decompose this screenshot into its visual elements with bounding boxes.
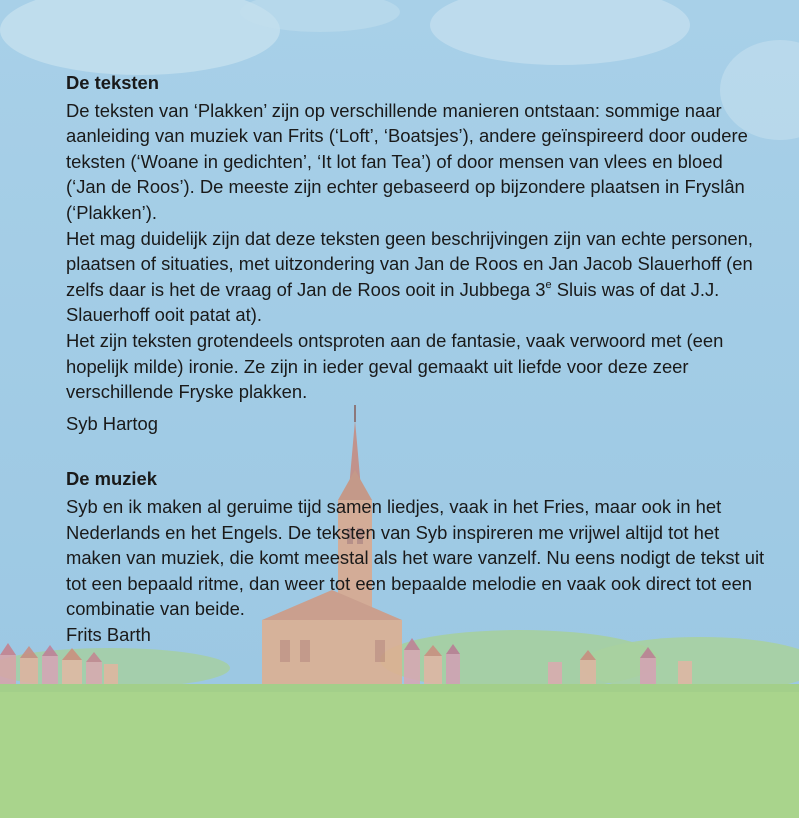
section-heading: De muziek bbox=[66, 468, 157, 490]
grass bbox=[0, 684, 799, 818]
text-content bbox=[66, 70, 766, 647]
signature: Syb Hartog bbox=[66, 412, 158, 434]
paragraph-text: Het mag duidelijk zijn dat deze teksten geen beschrijvingen zijn van echte personen, plaatsen of situaties, met uitzondering van Jan de Roos en Jan Jacob Slauerhoff (en zelfs daar is het de vraag of Jan de Roos ooit in Jubbega 3 bbox=[66, 227, 753, 300]
paragraph: Syb en ik maken al geruime tijd samen liedjes, vaak in het Fries, maar ook in het Nederlands en het Engels. De teksten van Syb inspireren me vrijwel altijd tot het maken van muziek, die komt meestal als het ware vanzelf. Nu eens nodigt de tekst uit tot een bepaald ritme, dan weer tot een bepaalde melodie en vaak ook direct tot een combinatie van beide. bbox=[66, 495, 765, 620]
paragraph: Het zijn teksten grotendeels ontsproten aan de fantasie, vaak verwoord met (een hopelijk milde) ironie. Ze zijn in ieder geval gemaakt uit liefde voor deze zeer verschillende Fryske plakken. bbox=[66, 329, 724, 403]
signature: Frits Barth bbox=[66, 623, 151, 645]
paragraph: De teksten van ‘Plakken’ zijn op verschillende manieren ontstaan: sommige naar aanleiding van muziek van Frits (‘Loft’, ‘Boatsjes’), andere geïnspireerd door oudere teksten (‘Woane in gedichten’, ‘It lot fan Tea’) of door mensen van vlees en bloed (‘Jan de Roos’). De meeste zijn echter gebaseerd op bijzondere plaatsen in Fryslân (‘Plakken’). bbox=[66, 99, 748, 223]
section-muziek bbox=[66, 466, 766, 647]
paragraph-text: Sluis was of dat J.J. Slauerhoff ooit patat at). bbox=[66, 278, 720, 326]
section-heading: De teksten bbox=[66, 72, 160, 93]
superscript: e bbox=[545, 278, 552, 291]
section-teksten bbox=[66, 70, 766, 436]
paragraph bbox=[66, 226, 766, 328]
